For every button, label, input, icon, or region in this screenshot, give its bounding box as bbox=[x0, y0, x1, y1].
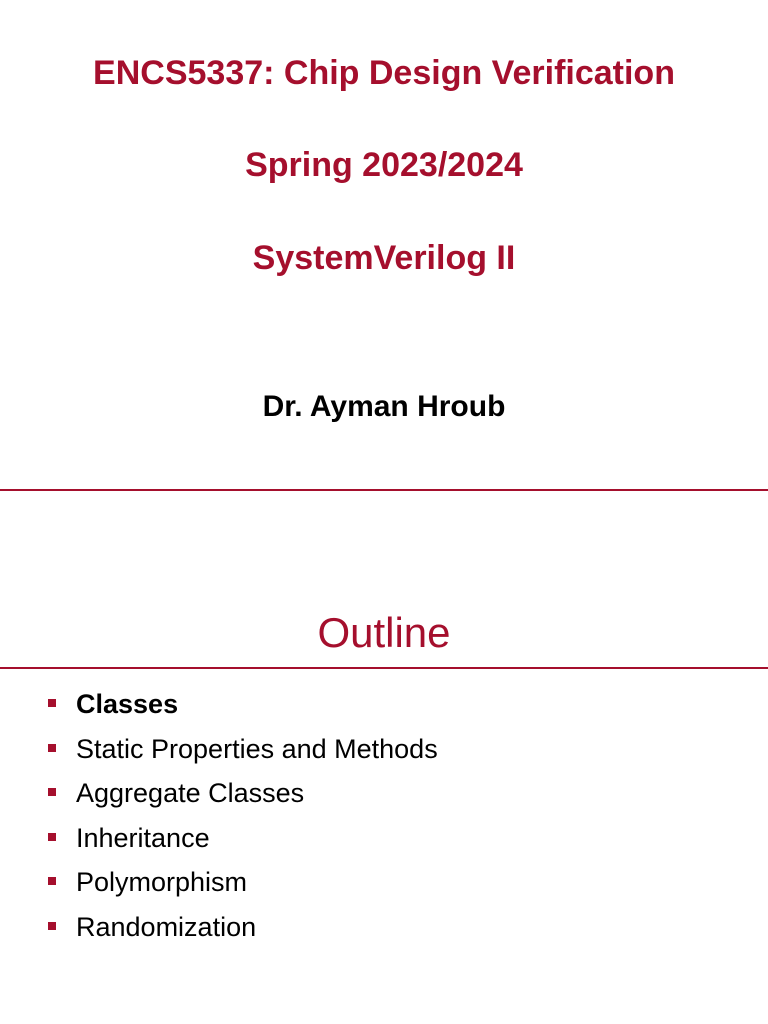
slide-divider bbox=[0, 489, 768, 491]
square-bullet-icon bbox=[48, 744, 56, 752]
outline-title-underline bbox=[0, 667, 768, 669]
square-bullet-icon bbox=[48, 922, 56, 930]
term-title: Spring 2023/2024 bbox=[245, 146, 523, 184]
square-bullet-icon bbox=[48, 699, 56, 707]
outline-item-polymorphism bbox=[0, 860, 768, 905]
outline-item-label: Randomization bbox=[76, 911, 257, 942]
outline-item-label: Static Properties and Methods bbox=[76, 733, 438, 764]
outline-item-static-properties bbox=[0, 727, 768, 772]
outline-item-label: Aggregate Classes bbox=[76, 778, 305, 809]
outline-title: Outline bbox=[317, 609, 451, 656]
square-bullet-icon bbox=[48, 833, 56, 841]
instructor-name: Dr. Ayman Hroub bbox=[262, 390, 506, 423]
square-bullet-icon bbox=[48, 877, 56, 885]
outline-item-label: Inheritance bbox=[76, 822, 210, 853]
outline-item-label: Classes bbox=[76, 689, 179, 719]
outline-item-aggregate-classes bbox=[0, 771, 768, 816]
outline-item-inheritance bbox=[0, 816, 768, 861]
course-title: ENCS5337: Chip Design Verification bbox=[93, 54, 675, 92]
topic-title: SystemVerilog II bbox=[252, 239, 516, 277]
outline-item-label: Polymorphism bbox=[76, 867, 248, 898]
square-bullet-icon bbox=[48, 788, 56, 796]
outline-item-classes bbox=[0, 682, 768, 727]
outline-list bbox=[0, 682, 768, 950]
outline-item-randomization bbox=[0, 905, 768, 950]
title-slide bbox=[0, 0, 768, 492]
